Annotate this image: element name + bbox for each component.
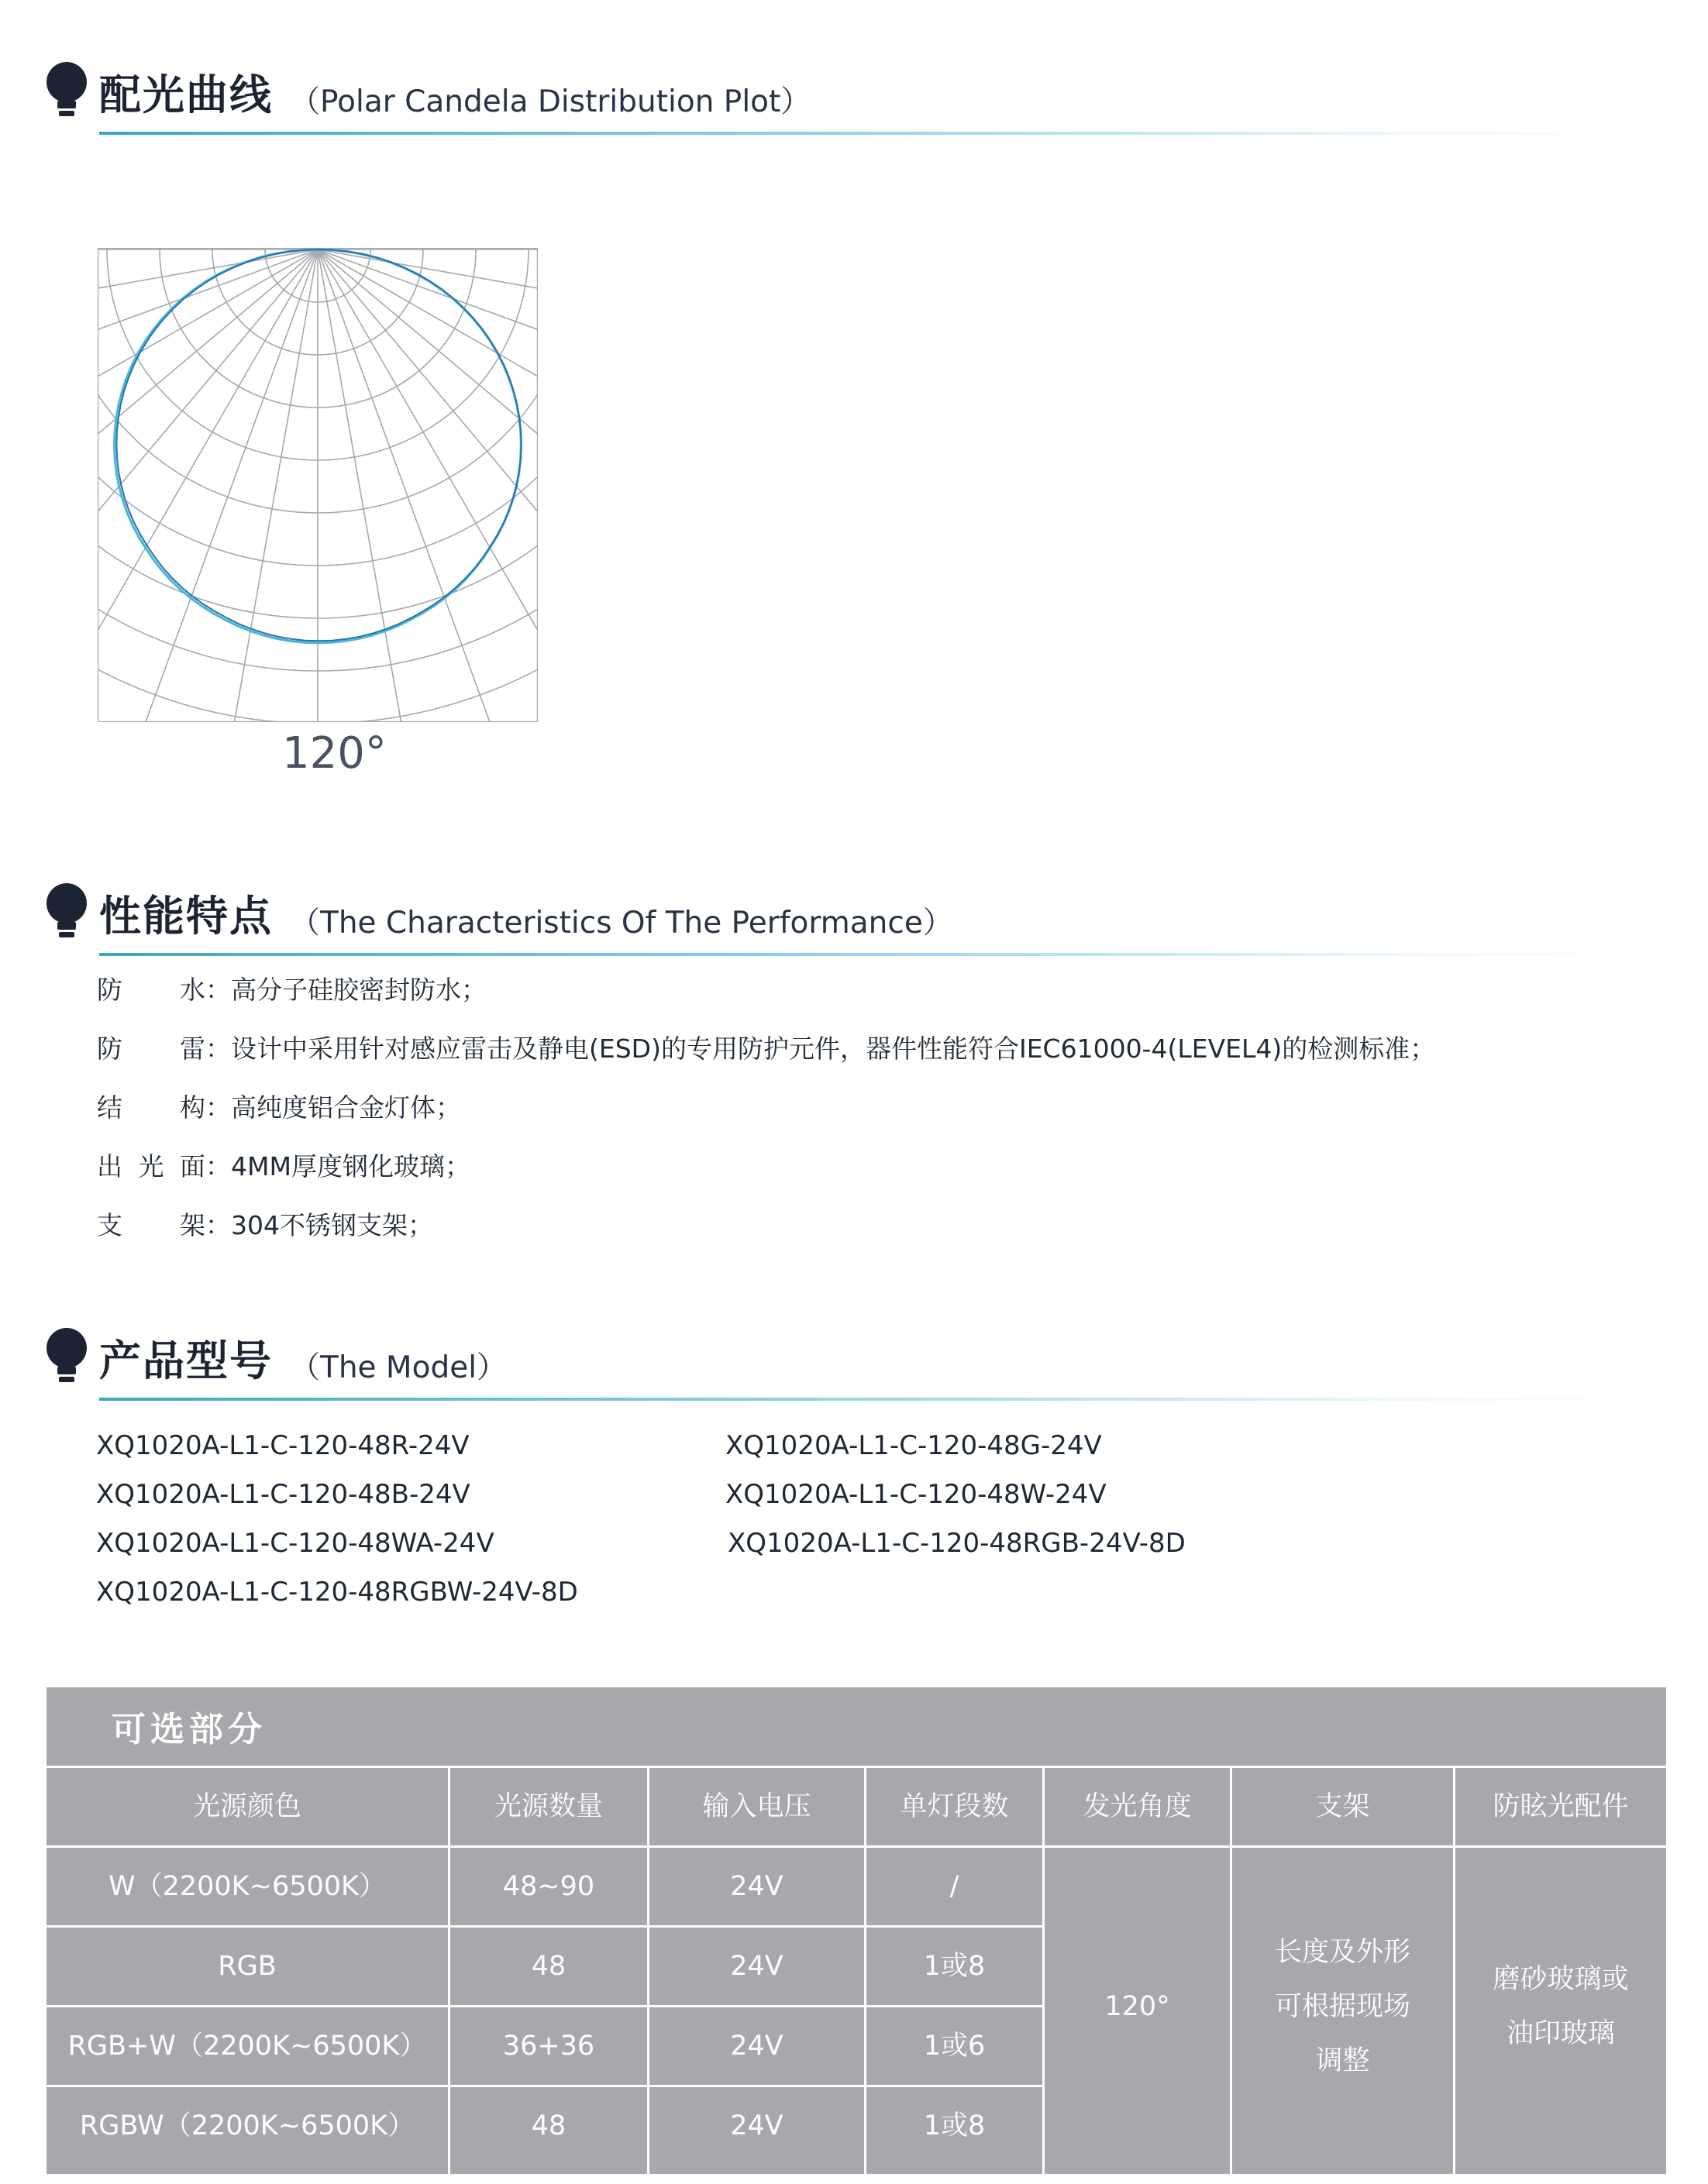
table-cell: 24V xyxy=(730,1951,783,1982)
model-code: XQ1020A-L1-C-120-48WA-24V xyxy=(96,1528,494,1559)
table-cell: 1或6 xyxy=(923,2031,986,2062)
feature-text: 304不锈钢支架； xyxy=(231,1210,433,1240)
feature-label: 出光面 xyxy=(97,1151,205,1181)
grid-spoke xyxy=(318,249,539,724)
header-cell: 发光角度 xyxy=(1083,1791,1192,1822)
feature-colon: ： xyxy=(205,1151,231,1181)
grid-spoke xyxy=(318,249,539,724)
table-cell: 36+36 xyxy=(502,2031,595,2062)
feature-label: 防水 xyxy=(97,975,205,1005)
bracket-cell xyxy=(1232,1848,1453,2165)
antiglare-cell xyxy=(1455,1848,1666,2165)
feature-colon: ： xyxy=(205,1034,231,1064)
grid-spoke xyxy=(96,249,318,724)
feature-text: 4MM厚度钢化玻璃； xyxy=(231,1151,470,1181)
table-cell: W（2200K~6500K） xyxy=(108,1871,386,1902)
feature-label: 防雷 xyxy=(97,1034,205,1064)
bulb-icon xyxy=(45,60,88,122)
grid-spoke xyxy=(318,249,539,714)
section-divider xyxy=(99,953,1641,956)
table-cell: RGBW（2200K~6500K） xyxy=(79,2110,415,2141)
feature-label: 结构 xyxy=(97,1092,205,1123)
model-code: XQ1020A-L1-C-120-48R-24V xyxy=(96,1430,470,1461)
header-cell: 光源数量 xyxy=(494,1791,603,1822)
model-code: XQ1020A-L1-C-120-48RGB-24V-8D xyxy=(728,1528,1186,1559)
header-cell: 输入电压 xyxy=(702,1791,811,1822)
distribution-curve xyxy=(116,249,521,641)
feature-label: 支架 xyxy=(97,1210,205,1240)
bulb-icon xyxy=(45,882,88,944)
table-cell: RGB xyxy=(218,1951,277,1982)
table-cell: 24V xyxy=(730,2110,783,2141)
table-cell: 48~90 xyxy=(502,1871,595,1902)
section-header-models xyxy=(45,1326,1634,1396)
options-table xyxy=(46,1687,1666,2174)
header-cell: 单灯段数 xyxy=(900,1791,1009,1822)
grid-spoke xyxy=(96,249,318,724)
bracket-text: 调整 xyxy=(1315,2045,1370,2076)
header-cell: 光源颜色 xyxy=(192,1791,301,1822)
feature-item xyxy=(97,1029,1435,1088)
feature-item xyxy=(97,970,1435,1029)
antiglare-text: 油印玻璃 xyxy=(1506,2017,1615,2049)
polar-candela-chart xyxy=(96,246,539,724)
section-header-polar xyxy=(45,60,1634,130)
table-cell: 24V xyxy=(730,1871,783,1902)
section-subtitle-features: （The Characteristics Of The Performance） xyxy=(290,906,953,941)
table-cell: 48 xyxy=(531,2110,566,2141)
feature-text: 设计中采用针对感应雷击及静电(ESD)的专用防护元件，器件性能符合IEC61000-4(LEVEL4)的检测标准； xyxy=(231,1034,1436,1064)
table-cell: 24V xyxy=(730,2031,783,2062)
grid-spoke xyxy=(318,249,539,724)
grid-spoke xyxy=(318,249,539,411)
feature-text: 高分子硅胶密封防水； xyxy=(231,975,487,1005)
grid-spoke xyxy=(318,249,539,724)
options-title: 可选部分 xyxy=(112,1710,267,1749)
header-cell: 防眩光配件 xyxy=(1493,1791,1629,1822)
grid-spoke xyxy=(96,249,318,724)
table-cell: RGB+W（2200K~6500K） xyxy=(67,2031,427,2062)
model-code: XQ1020A-L1-C-120-48G-24V xyxy=(725,1430,1102,1461)
section-header-features xyxy=(45,882,1634,951)
bulb-icon xyxy=(45,1326,88,1388)
section-subtitle-polar: （Polar Candela Distribution Plot） xyxy=(290,84,811,119)
grid-spoke xyxy=(96,249,318,714)
model-code: XQ1020A-L1-C-120-48B-24V xyxy=(96,1479,470,1510)
feature-item xyxy=(97,1147,1435,1205)
beam-angle-cell: 120° xyxy=(1104,1990,1170,2022)
table-cell: 1或8 xyxy=(923,1951,986,1982)
feature-list xyxy=(97,970,1435,1264)
section-title-polar: 配光曲线 xyxy=(99,71,273,119)
feature-item xyxy=(97,1205,1435,1264)
beam-angle-label: 120° xyxy=(282,728,387,779)
section-divider xyxy=(99,132,1641,135)
header-cell: 支架 xyxy=(1315,1791,1370,1822)
section-divider xyxy=(99,1398,1641,1401)
feature-colon: ： xyxy=(205,1092,231,1123)
bracket-text: 长度及外形 xyxy=(1274,1936,1410,1968)
model-code: XQ1020A-L1-C-120-48W-24V xyxy=(725,1479,1107,1510)
table-cell: 1或8 xyxy=(923,2110,986,2141)
feature-item xyxy=(97,1088,1435,1147)
model-code: XQ1020A-L1-C-120-48RGBW-24V-8D xyxy=(96,1577,578,1608)
grid-spoke xyxy=(96,249,318,411)
section-subtitle-models: （The Model） xyxy=(290,1350,508,1385)
section-title-features: 性能特点 xyxy=(99,892,273,941)
table-cell: 48 xyxy=(531,1951,566,1982)
feature-colon: ： xyxy=(205,975,231,1005)
feature-colon: ： xyxy=(205,1210,231,1240)
bracket-text: 可根据现场 xyxy=(1274,1990,1410,2022)
table-cell: / xyxy=(949,1871,959,1902)
feature-text: 高纯度铝合金灯体； xyxy=(231,1092,461,1123)
antiglare-text: 磨砂玻璃或 xyxy=(1493,1963,1629,1995)
grid-spoke xyxy=(96,249,318,724)
section-title-models: 产品型号 xyxy=(99,1336,273,1385)
